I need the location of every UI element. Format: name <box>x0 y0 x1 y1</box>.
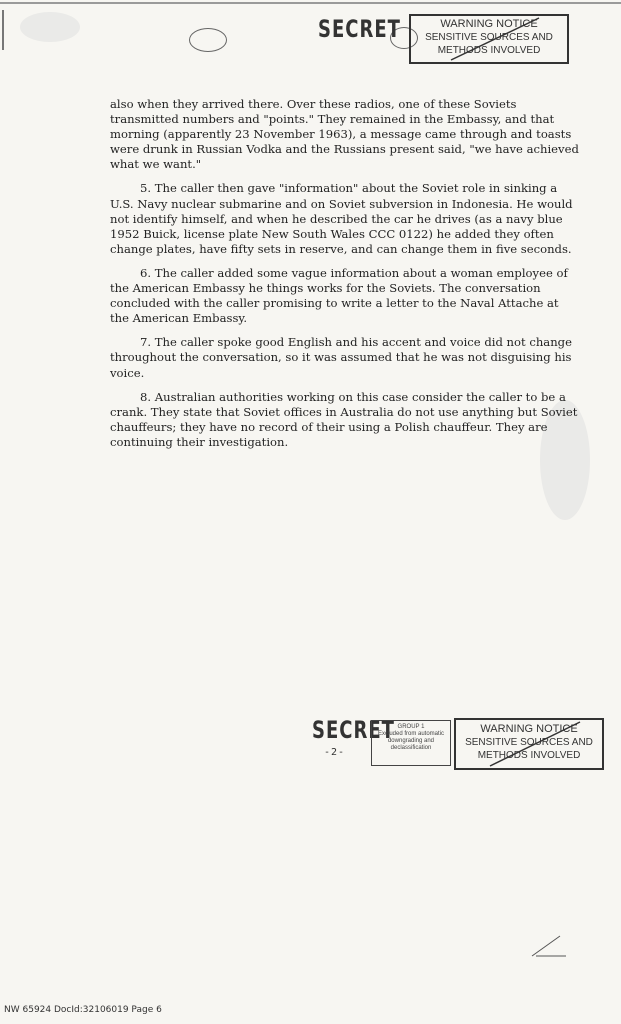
warning-line-3: METHODS INVOLVED <box>477 750 581 761</box>
top-rule <box>0 2 621 4</box>
warning-line-2: SENSITIVE SOURCES AND <box>425 32 553 43</box>
top-classification: SECRET <box>318 15 401 44</box>
bottom-classification: SECRET <box>312 716 395 745</box>
group-line-3: downgrading and <box>387 738 435 744</box>
warning-line-3: METHODS INVOLVED <box>437 45 541 56</box>
paragraph-continuation: also when they arrived there. Over these radios, one of these Soviets transmitted numbers and "points." They remained in the Embassy, and that morning (apparently 23 November 1963), a message came through and toasts were drunk in Russian Vodka and the Russians present said, "we have achieved what we want." <box>110 97 579 172</box>
warning-line-1: WARNING NOTICE <box>480 723 578 735</box>
document-id: NW 65924 DocId:32106019 Page 6 <box>4 1005 162 1015</box>
cross-out-icon <box>456 720 602 768</box>
scan-smudge <box>20 12 80 42</box>
cross-out-icon <box>411 16 567 62</box>
circle-stamp <box>189 28 227 52</box>
bottom-warning-notice <box>454 718 604 770</box>
paragraph-5: 5. The caller then gave "information" about the Soviet role in sinking a U.S. Navy nuclear submarine and on Soviet subversion in Indonesia. He would not identify himself, and when he described the car he drives (as a navy blue 1952 Buick, license plate New South Wales CCC 0122) he added they often change plates, have fifty sets in reserve, and can change them in five seconds. <box>110 181 573 256</box>
paragraph-7: 7. The caller spoke good English and his accent and voice did not change throughout the conversation, so it was assumed that he was not disguising his voice. <box>110 335 572 380</box>
scan-edge-mark <box>2 10 4 50</box>
top-warning-notice <box>409 14 569 64</box>
group-line-2: Excluded from automatic <box>377 731 445 737</box>
group-declassification-stamp <box>371 720 451 766</box>
page-number: -2- <box>324 747 346 758</box>
document-body <box>110 97 580 459</box>
pencil-mark <box>530 930 570 960</box>
warning-line-2: SENSITIVE SOURCES AND <box>465 737 593 748</box>
group-line-1: GROUP 1 <box>397 724 425 730</box>
group-line-4: declassification <box>390 745 432 751</box>
paragraph-6: 6. The caller added some vague information about a woman employee of the American Embassy he things works for the Soviets. The conversation concluded with the caller promising to write a letter to the Naval Attache at the American Embassy. <box>110 265 568 326</box>
warning-line-1: WARNING NOTICE <box>440 18 538 30</box>
paragraph-8: 8. Australian authorities working on this case consider the caller to be a crank. They state that Soviet offices in Australia do not use anything but Soviet chauffeurs; they have no record of their using a Polish chauffeur. They are continuing their investigation. <box>110 389 578 449</box>
